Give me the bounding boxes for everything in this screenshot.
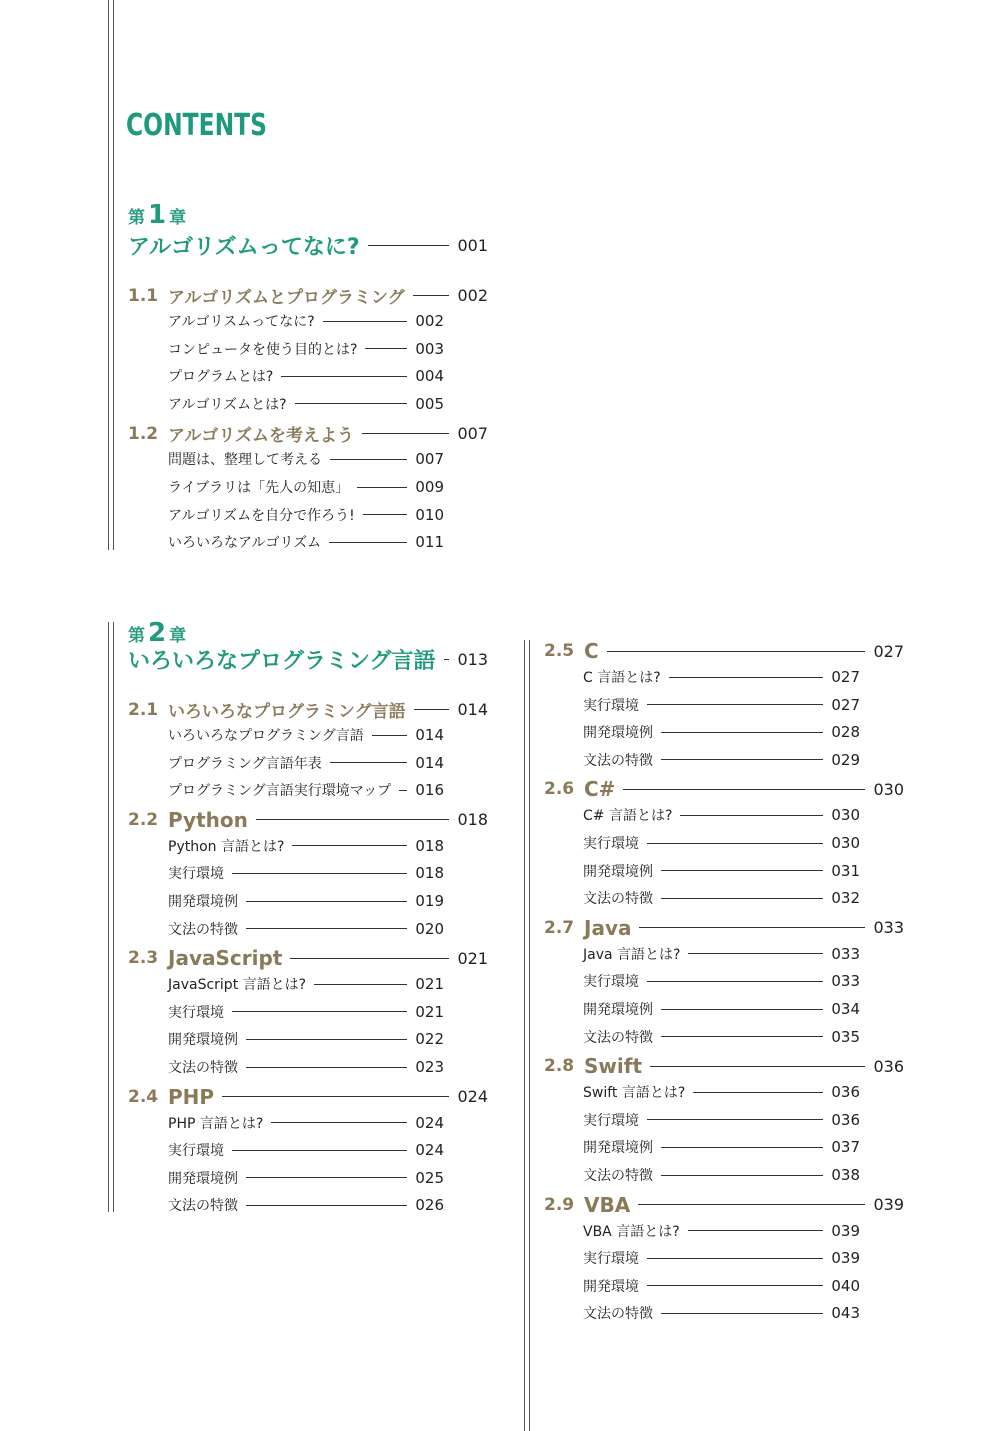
item-page: 014	[415, 753, 444, 772]
leader	[281, 376, 407, 377]
item-page: 004	[415, 367, 444, 386]
toc-item[interactable]	[583, 1137, 860, 1157]
toc-item[interactable]	[168, 1002, 444, 1022]
toc-item[interactable]	[168, 753, 444, 773]
chapter1-label-pre: 第	[128, 208, 145, 228]
section-page: 036	[873, 1056, 904, 1076]
toc-item[interactable]	[583, 971, 860, 991]
toc-item[interactable]	[583, 861, 860, 881]
item-page: 024	[415, 1141, 444, 1160]
toc-item[interactable]	[168, 891, 444, 911]
item-page: 021	[415, 975, 444, 994]
section-title: C#	[584, 777, 616, 802]
toc-item[interactable]	[168, 974, 444, 994]
section-number: 1.2	[128, 423, 159, 444]
item-title: 実行環境	[168, 866, 224, 883]
item-title: 開発環境例	[583, 863, 653, 880]
item-title: プログラミング言語実行環境マップ	[168, 783, 392, 800]
leader	[647, 1119, 823, 1120]
leader	[647, 1285, 823, 1286]
section-page: 002	[457, 286, 488, 305]
leader	[413, 295, 450, 296]
item-page: 031	[831, 861, 860, 880]
item-page: 011	[415, 533, 444, 552]
item-page: 037	[831, 1138, 860, 1157]
section-row[interactable]	[128, 808, 488, 832]
leader	[607, 651, 866, 652]
item-title: 開発環境例	[168, 1170, 238, 1187]
toc-item[interactable]	[583, 1276, 860, 1296]
toc-item[interactable]	[168, 505, 444, 525]
item-page: 009	[415, 478, 444, 496]
toc-item[interactable]	[583, 1303, 860, 1323]
section-title: PHP	[168, 1084, 215, 1109]
item-page: 030	[831, 806, 860, 825]
toc-item[interactable]	[583, 944, 860, 964]
item-title: Python 言語とは?	[168, 838, 285, 855]
item-title: 実行環境	[583, 1251, 639, 1268]
toc-item[interactable]	[583, 1248, 860, 1268]
item-page: 035	[831, 1027, 860, 1046]
leader	[246, 1039, 407, 1040]
leader	[357, 487, 407, 488]
leader	[292, 845, 407, 846]
toc-item[interactable]	[583, 695, 860, 715]
left-rule-bottom	[108, 622, 109, 1212]
item-title: Java 言語とは?	[583, 946, 681, 963]
item-page: 034	[831, 1000, 860, 1018]
item-title: 文法の特徴	[583, 891, 653, 908]
section-number: 2.7	[544, 917, 575, 938]
item-page: 033	[831, 972, 860, 991]
section-page: 033	[873, 918, 904, 938]
section-page: 018	[457, 810, 488, 830]
section-number: 1.1	[128, 285, 159, 306]
section-page: 024	[457, 1087, 488, 1107]
section-number: 2.2	[128, 809, 159, 830]
leader	[661, 1175, 823, 1176]
chapter1-heading[interactable]	[128, 230, 488, 261]
leader	[330, 762, 408, 763]
leader	[246, 1177, 407, 1178]
section-number: 2.4	[128, 1086, 159, 1107]
section-number: 2.6	[544, 779, 575, 800]
item-title: 実行環境	[168, 1004, 224, 1021]
leader	[661, 1313, 823, 1314]
item-title: VBA 言語とは?	[583, 1223, 680, 1240]
toc-item[interactable]	[168, 394, 444, 414]
section-page: 027	[873, 641, 904, 661]
item-page: 027	[831, 668, 860, 686]
item-page: 018	[415, 864, 444, 883]
leader	[329, 542, 407, 543]
left-rule-bottom-2	[113, 622, 114, 1212]
section-row[interactable]	[128, 946, 488, 970]
item-page: 030	[831, 834, 860, 852]
item-title: 文法の特徴	[168, 1060, 238, 1076]
item-page: 020	[415, 919, 444, 938]
section-title: アルゴリズムとプログラミング	[168, 288, 405, 308]
leader	[232, 1011, 407, 1012]
section-title: Swift	[584, 1054, 642, 1079]
leader	[661, 1036, 823, 1037]
toc-item[interactable]	[583, 1165, 860, 1185]
item-title: プログラミング言語年表	[168, 755, 322, 772]
item-page: 038	[831, 1166, 860, 1184]
item-page: 007	[415, 450, 444, 469]
item-page: 005	[415, 394, 444, 413]
toc-item[interactable]	[168, 836, 444, 856]
toc-item[interactable]	[583, 1110, 860, 1130]
section-title: C	[584, 639, 599, 663]
chapter2-page: 013	[457, 650, 488, 669]
leader	[314, 984, 407, 985]
item-title: コンピュータを使う目的とは?	[168, 341, 358, 358]
leader	[232, 873, 407, 874]
item-page: 024	[415, 1113, 444, 1132]
item-title: 文法の特徴	[583, 752, 653, 769]
leader	[647, 843, 823, 844]
item-title: 文法の特徴	[583, 1306, 653, 1323]
section-page: 021	[457, 948, 488, 968]
item-page: 029	[831, 750, 860, 769]
item-page: 039	[831, 1221, 860, 1240]
section-row[interactable]	[128, 1085, 488, 1109]
section-title: JavaScript	[168, 946, 283, 971]
middle-rule-2	[529, 640, 530, 1431]
section-title: Java	[584, 915, 632, 940]
toc-item[interactable]	[168, 477, 444, 497]
section-title: VBA	[584, 1192, 631, 1217]
item-title: PHP 言語とは?	[168, 1115, 264, 1132]
chapter2-label-num: 2	[148, 618, 167, 648]
item-page: 023	[415, 1058, 444, 1076]
leader	[623, 789, 865, 790]
item-title: Swift 言語とは?	[583, 1085, 686, 1102]
leader	[246, 1067, 407, 1068]
item-page: 021	[415, 1002, 444, 1021]
leader	[362, 433, 449, 434]
item-page: 014	[415, 726, 444, 744]
toc-item[interactable]	[583, 1221, 860, 1241]
item-page: 025	[415, 1168, 444, 1187]
item-page: 036	[831, 1110, 860, 1129]
item-page: 003	[415, 339, 444, 358]
section-row[interactable]	[544, 777, 904, 801]
chapter1-page: 001	[457, 236, 488, 255]
item-title: 開発環境例	[583, 725, 653, 742]
item-title: 実行環境	[168, 1143, 224, 1160]
leader	[363, 514, 408, 515]
toc-item[interactable]	[583, 1027, 860, 1047]
toc-item[interactable]	[168, 1057, 444, 1077]
section-row[interactable]	[128, 697, 488, 722]
leader	[647, 704, 823, 705]
item-title: 実行環境	[583, 974, 639, 991]
leader	[271, 1122, 407, 1123]
toc-item[interactable]	[168, 919, 444, 939]
leader	[688, 1230, 824, 1231]
toc-item[interactable]	[168, 366, 444, 386]
chapter1-label-post: 章	[169, 208, 187, 228]
leader	[372, 735, 408, 736]
item-page: 039	[831, 1249, 860, 1268]
section-number: 2.8	[544, 1056, 575, 1077]
item-title: 実行環境	[583, 1112, 639, 1129]
leader	[661, 732, 823, 733]
chapter1-label	[128, 200, 186, 230]
leader	[246, 901, 407, 902]
leader	[246, 928, 407, 929]
toc-item[interactable]	[168, 780, 444, 800]
left-rule-top-2	[113, 0, 114, 550]
item-title: アルゴリスムってなに?	[168, 314, 315, 330]
left-rule-top	[108, 0, 109, 550]
item-page: 019	[415, 892, 444, 910]
item-page: 036	[831, 1083, 860, 1102]
leader	[639, 927, 865, 928]
leader	[295, 403, 408, 404]
section-page: 039	[873, 1195, 904, 1215]
section-row[interactable]	[544, 1193, 904, 1217]
leader	[638, 1204, 865, 1205]
toc-item[interactable]	[583, 805, 860, 825]
toc-item[interactable]	[168, 311, 444, 331]
item-title: 問題は、整理して考える	[168, 452, 322, 469]
item-title: ライブラリは「先人の知恵」	[168, 480, 350, 496]
leader	[256, 819, 450, 820]
item-title: いろいろなアルゴリズム	[168, 535, 322, 552]
leader	[399, 790, 407, 791]
leader	[647, 981, 823, 982]
toc-item[interactable]	[583, 667, 860, 687]
toc-item[interactable]	[168, 1168, 444, 1188]
leader	[330, 459, 407, 460]
section-title: アルゴリズムを考えよう	[168, 426, 354, 447]
leader	[680, 815, 823, 816]
section-page: 030	[873, 779, 904, 799]
contents-title: CONTENTS	[126, 108, 267, 143]
item-title: アルゴリズムを自分で作ろう!	[168, 507, 355, 524]
item-title: 開発環境例	[168, 1032, 238, 1049]
leader	[414, 709, 450, 710]
item-title: C 言語とは?	[583, 670, 661, 686]
leader	[365, 348, 407, 349]
item-page: 028	[831, 723, 860, 742]
leader	[650, 1066, 865, 1067]
toc-item[interactable]	[583, 750, 860, 770]
item-title: 文法の特徴	[583, 1168, 653, 1184]
item-title: 開発環境例	[583, 1140, 653, 1157]
toc-item[interactable]	[168, 339, 444, 359]
section-number: 2.5	[544, 641, 575, 661]
leader	[222, 1096, 449, 1097]
leader	[647, 1258, 823, 1259]
toc-item[interactable]	[168, 1113, 444, 1133]
section-number: 2.3	[128, 948, 159, 969]
item-title: 文法の特徴	[583, 1029, 653, 1046]
toc-item[interactable]	[168, 1029, 444, 1049]
item-page: 022	[415, 1030, 444, 1049]
item-page: 043	[831, 1304, 860, 1323]
leader	[688, 953, 823, 954]
middle-rule	[524, 640, 525, 1431]
item-title: 開発環境	[583, 1278, 639, 1295]
leader	[669, 677, 824, 678]
item-title: 実行環境	[583, 697, 639, 714]
leader	[368, 245, 450, 246]
item-title: 開発環境例	[583, 1002, 653, 1018]
leader	[661, 759, 823, 760]
leader	[323, 321, 408, 322]
item-page: 026	[415, 1196, 444, 1215]
section-row[interactable]	[128, 283, 488, 308]
chapter2-label-post: 章	[169, 626, 187, 646]
toc-item[interactable]	[583, 1082, 860, 1102]
section-title: Python	[168, 807, 248, 832]
section-row[interactable]	[128, 421, 488, 446]
item-title: 文法の特徴	[168, 921, 238, 938]
section-title: いろいろなプログラミング言語	[168, 702, 406, 722]
toc-item[interactable]	[168, 725, 444, 745]
item-title: 開発環境例	[168, 894, 238, 910]
item-title: いろいろなプログラミング言語	[168, 728, 364, 744]
item-title: C# 言語とは?	[583, 808, 673, 825]
toc-item[interactable]	[168, 532, 444, 552]
leader	[661, 1147, 823, 1148]
item-title: 実行環境	[583, 836, 639, 852]
chapter1-title: アルゴリズムってなに?	[128, 235, 360, 260]
section-number: 2.1	[128, 699, 159, 720]
section-page: 014	[457, 700, 488, 719]
chapter2-heading[interactable]	[128, 644, 488, 675]
chapter1-label-num: 1	[148, 200, 167, 230]
toc-item[interactable]	[168, 1140, 444, 1160]
item-page: 027	[831, 695, 860, 714]
item-page: 018	[415, 836, 444, 855]
item-page: 010	[415, 505, 444, 524]
item-title: JavaScript 言語とは?	[168, 977, 307, 994]
leader	[290, 958, 449, 959]
leader	[444, 659, 450, 660]
leader	[232, 1150, 407, 1151]
toc-item[interactable]	[168, 1195, 444, 1215]
leader	[246, 1205, 407, 1206]
item-page: 002	[415, 312, 444, 330]
item-page: 032	[831, 889, 860, 908]
item-page: 016	[415, 781, 444, 800]
leader	[661, 870, 823, 871]
leader	[693, 1092, 823, 1093]
toc-item[interactable]	[583, 999, 860, 1019]
section-page: 007	[457, 424, 488, 444]
section-row[interactable]	[544, 916, 904, 940]
chapter2-title: いろいろなプログラミング言語	[128, 649, 436, 674]
section-number: 2.9	[544, 1194, 575, 1215]
item-page: 033	[831, 944, 860, 963]
section-row[interactable]	[544, 1054, 904, 1078]
toc-item[interactable]	[583, 888, 860, 908]
section-row[interactable]	[544, 639, 904, 663]
item-title: 文法の特徴	[168, 1198, 238, 1215]
leader	[661, 1009, 823, 1010]
toc-item[interactable]	[583, 833, 860, 853]
toc-item[interactable]	[583, 722, 860, 742]
item-title: アルゴリズムとは?	[168, 396, 287, 413]
item-page: 040	[831, 1276, 860, 1295]
toc-item[interactable]	[168, 449, 444, 469]
toc-item[interactable]	[168, 863, 444, 883]
chapter2-label-pre: 第	[128, 626, 145, 646]
item-title: プログラムとは?	[168, 369, 274, 386]
leader	[661, 898, 823, 899]
